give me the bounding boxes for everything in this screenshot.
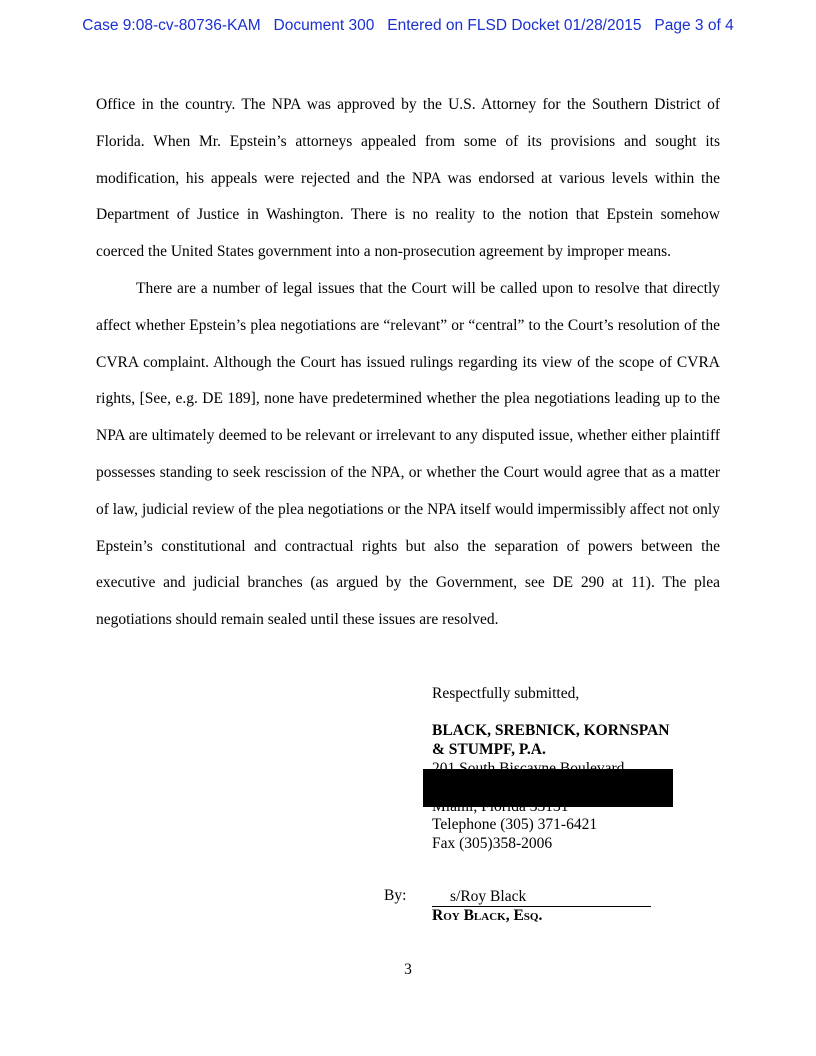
firm-name-line-1: BLACK, SREBNICK, KORNSPAN bbox=[432, 722, 670, 739]
paragraph-1: Office in the country. The NPA was approved by the U.S. Attorney for the Southern District of Florida. When Mr. Epstein’s attorneys appealed from some of its provisions and sought its modification, his appeals were rejected and the NPA was endorsed at various levels within the Department of Justice in Washington. There is no reality to the notion that Epstein somehow coerced the United States government into a non-prosecution agreement by improper means. bbox=[96, 96, 720, 261]
telephone: Telephone (305) 371-6421 bbox=[432, 816, 598, 833]
closing: Respectfully submitted, bbox=[432, 685, 580, 702]
case-number: Case 9:08-cv-80736-KAM bbox=[82, 17, 261, 34]
page-number: 3 bbox=[404, 961, 412, 978]
docket-header bbox=[0, 17, 816, 35]
body-text bbox=[96, 87, 720, 639]
paragraph-2: There are a number of legal issues that the Court will be called upon to resolve that directly affect whether Epstein’s plea negotiations are “relevant” or “central” to the Court’s resolution of the CVRA complaint. Although the Court has issued rulings regarding its view of the scope of CVRA rights, [See, e.g. DE 189], none have predetermined whether the plea negotiations leading up to the NPA are ultimately deemed to be relevant or irrelevant to any disputed issue, whether either plaintiff possesses standing to seek rescission of the NPA, or whether the Court would agree that as a matter of law, judicial review of the plea negotiations or the NPA itself would impermissibly affect not only Epstein’s constitutional and contractual rights but also the separation of powers between the executive and judicial branches (as argued by the Government, see DE 290 at 11). The plea negotiations should remain sealed until these issues are resolved. bbox=[96, 279, 720, 629]
fax: Fax (305)358-2006 bbox=[432, 835, 553, 852]
redaction-box bbox=[423, 769, 673, 807]
by-label: By: bbox=[384, 887, 407, 904]
firm-name-line-2: & STUMPF, P.A. bbox=[432, 741, 546, 758]
docket-entry: Entered on FLSD Docket 01/28/2015 bbox=[387, 17, 642, 34]
document-number: Document 300 bbox=[273, 17, 375, 34]
signature-line: s/Roy Black bbox=[432, 887, 651, 907]
signer-name: Roy Black, Esq. bbox=[432, 907, 543, 924]
page-count: Page 3 of 4 bbox=[654, 17, 734, 34]
